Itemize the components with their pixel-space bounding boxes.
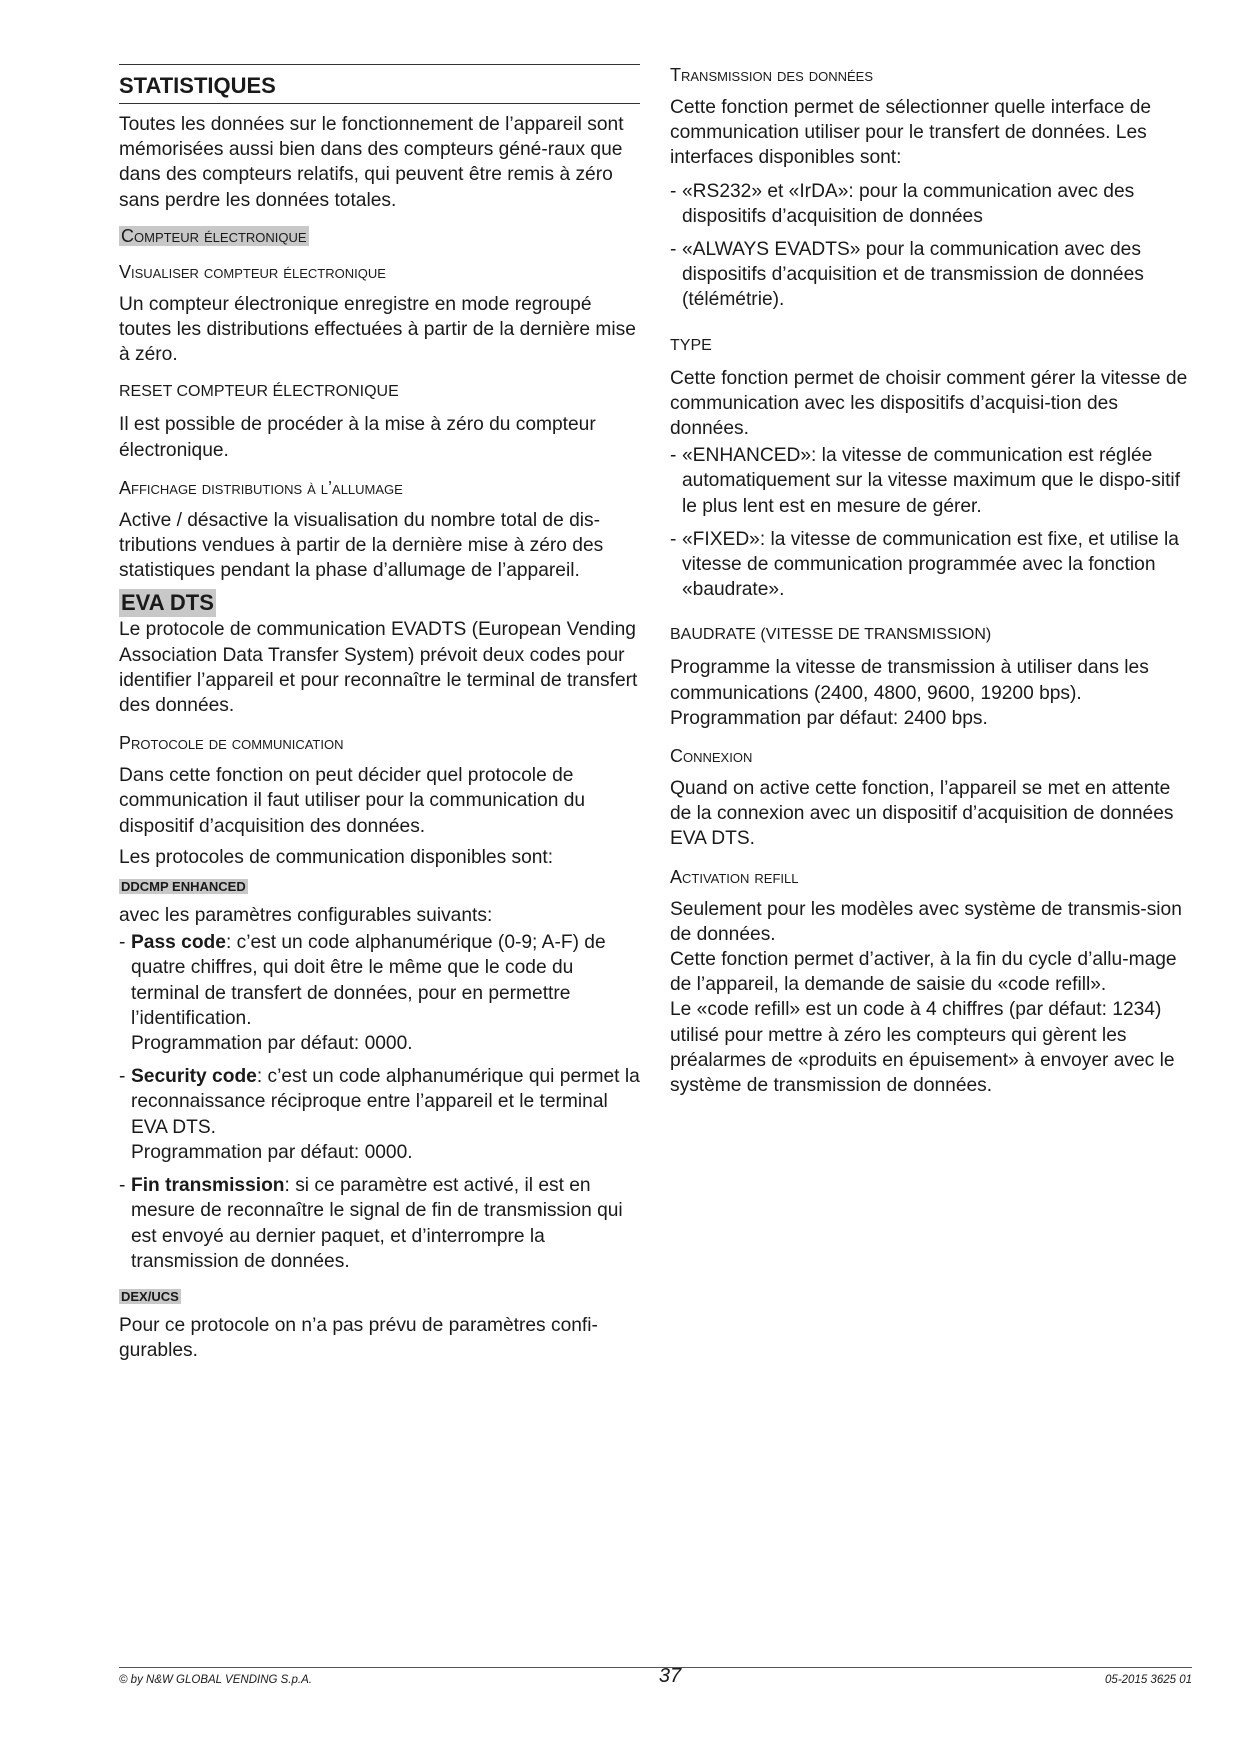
type-heading: TYPE xyxy=(670,336,712,354)
protocole-paragraph-1: Dans cette fonction on peut décider quel protocole de communication il faut utiliser pour la communication du dispositif d’acquisition des données. xyxy=(119,765,586,837)
param-item-text: : si ce paramètre est activé, il est en mesure de reconnaître le signal de fin de transmission qui est envoyé au dernier paquet, et d’interrompre la transmission de données. xyxy=(131,1175,623,1272)
param-item-label: Pass code xyxy=(131,932,226,954)
right-column xyxy=(670,64,1192,1098)
transmission-heading: Transmission des données xyxy=(670,65,874,85)
dex-heading-label: DEX/UCS xyxy=(121,1288,179,1304)
connexion-paragraph: Quand on active cette fonction, l’appareil se met en attente de la connexion avec un dispositif d’acquisition de données EVA DTS. xyxy=(670,778,1174,850)
transmission-paragraph: Cette fonction permet de sélectionner quelle interface de communication utiliser pour le transfert de données. Les interfaces disponibles sont: xyxy=(670,97,1152,169)
param-item-pass-code: - Pass code: c’est un code alphanumérique (0-9; A-F) de quatre chiffres, qui doit être le même que le code du terminal de transfert de données, pour en permettre l’identification. Programmation par défaut: 0000. xyxy=(119,932,606,1055)
reset-heading: RESET COMPTEUR ÉLECTRONIQUE xyxy=(119,383,399,401)
protocole-paragraph-2: Les protocoles de communication disponibles sont: xyxy=(119,846,554,868)
eva-heading-label: EVA DTS xyxy=(121,590,214,616)
baudrate-heading: BAUDRATE (VITESSE DE TRANSMISSION) xyxy=(670,626,992,644)
param-item-label: Security code xyxy=(131,1066,257,1088)
section-title-statistiques: STATISTIQUES xyxy=(119,64,640,104)
page-number: 37 xyxy=(658,1665,682,1687)
param-item-text: : c’est un code alphanumérique qui permet la reconnaissance réciproque entre l’appareil et le terminal EVA DTS. xyxy=(131,1066,640,1138)
compteur-heading xyxy=(119,225,640,247)
type-item-text: «FIXED»: la vitesse de communication est fixe, et utilise la vitesse de communication programmée avec la fonction «baudrate». xyxy=(682,528,1179,601)
param-item-fin-transmission: - Fin transmission: si ce paramètre est activé, il est en mesure de reconnaître le signal de fin de transmission qui est envoyé au dernier paquet, et d’interrompre la transmission de données. xyxy=(119,1175,623,1272)
affichage-heading: Affichage distributions à l’allumage xyxy=(119,477,403,498)
interface-item: - «RS232» et «IrDA»: pour la communication avec des dispositifs d’acquisition de données xyxy=(670,180,1135,227)
reset-paragraph: Il est possible de procéder à la mise à zéro du compteur électronique. xyxy=(119,414,596,461)
footer-copyright: © by N&W GLOBAL VENDING S.p.A. xyxy=(119,1674,312,1686)
param-item-default: Programmation par défaut: 0000. xyxy=(131,1033,413,1055)
activation-paragraph-3: Le «code refill» est un code à 4 chiffres (par défaut: 1234) utilisé pour mettre à zéro les compteurs qui gèrent les préalarmes de «produits en épuisement» à envoyer avec le système de transmission de données. xyxy=(670,999,1175,1097)
intro-paragraph: Toutes les données sur le fonctionnement de l’appareil sont mémorisées aussi bien dans des compteurs géné-raux que dans des compteurs relatifs, qui peuvent être remis à zéro sans perdre les données totales. xyxy=(119,114,624,211)
ddcmp-heading xyxy=(119,878,640,896)
param-item-text: : c’est un code alphanumérique (0-9; A-F) de quatre chiffres, qui doit être le même que le code du terminal de transfert de données, pour en permettre l’identification. xyxy=(131,932,606,1029)
param-item-security-code: - Security code: c’est un code alphanumérique qui permet la reconnaissance réciproque entre l’appareil et le terminal EVA DTS. Programmation par défaut: 0000. xyxy=(119,1066,640,1163)
interface-item-text: «RS232» et «IrDA»: pour la communication avec des dispositifs d’acquisition de données xyxy=(682,180,1135,227)
type-item: - «ENHANCED»: la vitesse de communication est réglée automatiquement sur la vitesse maximum que le dispo-sitif le plus lent est en mesure de gérer. xyxy=(670,445,1181,517)
compteur-heading-label: Compteur électronique xyxy=(121,225,307,246)
param-item-default: Programmation par défaut: 0000. xyxy=(131,1141,413,1163)
dex-paragraph: Pour ce protocole on n’a pas prévu de paramètres confi-gurables. xyxy=(119,1314,598,1362)
ddcmp-heading-label: DDCMP ENHANCED xyxy=(121,879,246,895)
activation-paragraph-2: Cette fonction permet d’activer, à la fin du cycle d’allu-mage de l’appareil, la demande de saisie du «code refill». xyxy=(670,949,1177,996)
interface-item-text: «ALWAYS EVADTS» pour la communication avec des dispositifs d’acquisition et de transmission de données (télémétrie). xyxy=(682,239,1144,311)
activation-paragraph-1: Seulement pour les modèles avec système de transmis-sion de données. xyxy=(670,898,1182,945)
visualiser-heading: Visualiser compteur électronique xyxy=(119,261,386,282)
dex-heading xyxy=(119,1288,640,1306)
eva-heading xyxy=(119,589,640,617)
visualiser-paragraph: Un compteur électronique enregistre en mode regroupé toutes les distributions effectuées à partir de la dernière mise à zéro. xyxy=(119,293,636,366)
affichage-paragraph: Active / désactive la visualisation du nombre total de dis-tributions vendues à partir de la dernière mise à zéro des statistiques pendant la phase d’allumage de l’appareil. xyxy=(119,509,604,582)
left-column xyxy=(119,64,640,1363)
connexion-heading: Connexion xyxy=(670,746,753,767)
type-paragraph: Cette fonction permet de choisir comment gérer la vitesse de communication avec les dispositifs d’acquisi-tion des données. xyxy=(670,367,1188,440)
footer-document-code: 05-2015 3625 01 xyxy=(1105,1674,1192,1686)
eva-paragraph: Le protocole de communication EVADTS (European Vending Association Data Transfer System) prévoit deux codes pour identifier l’appareil et pour reconnaître le terminal de transfert des données. xyxy=(119,619,638,717)
baudrate-paragraph: Programme la vitesse de transmission à utiliser dans les communications (2400, 4800, 9600, 19200 bps). Programmation par défaut: 2400 bps. xyxy=(670,657,1149,729)
param-item-label: Fin transmission xyxy=(131,1175,285,1197)
protocole-heading: Protocole de communication xyxy=(119,733,344,754)
ddcmp-paragraph: avec les paramètres configurables suivants: xyxy=(119,905,493,927)
interface-item: - «ALWAYS EVADTS» pour la communication avec des dispositifs d’acquisition et de transmission de données (télémétrie). xyxy=(670,239,1144,311)
activation-heading: Activation refill xyxy=(670,866,799,887)
type-item: - «FIXED»: la vitesse de communication est fixe, et utilise la vitesse de communication programmée avec la fonction «baudrate». xyxy=(670,528,1179,601)
type-item-text: «ENHANCED»: la vitesse de communication est réglée automatiquement sur la vitesse maximum que le dispo-sitif le plus lent est en mesure de gérer. xyxy=(682,445,1181,517)
